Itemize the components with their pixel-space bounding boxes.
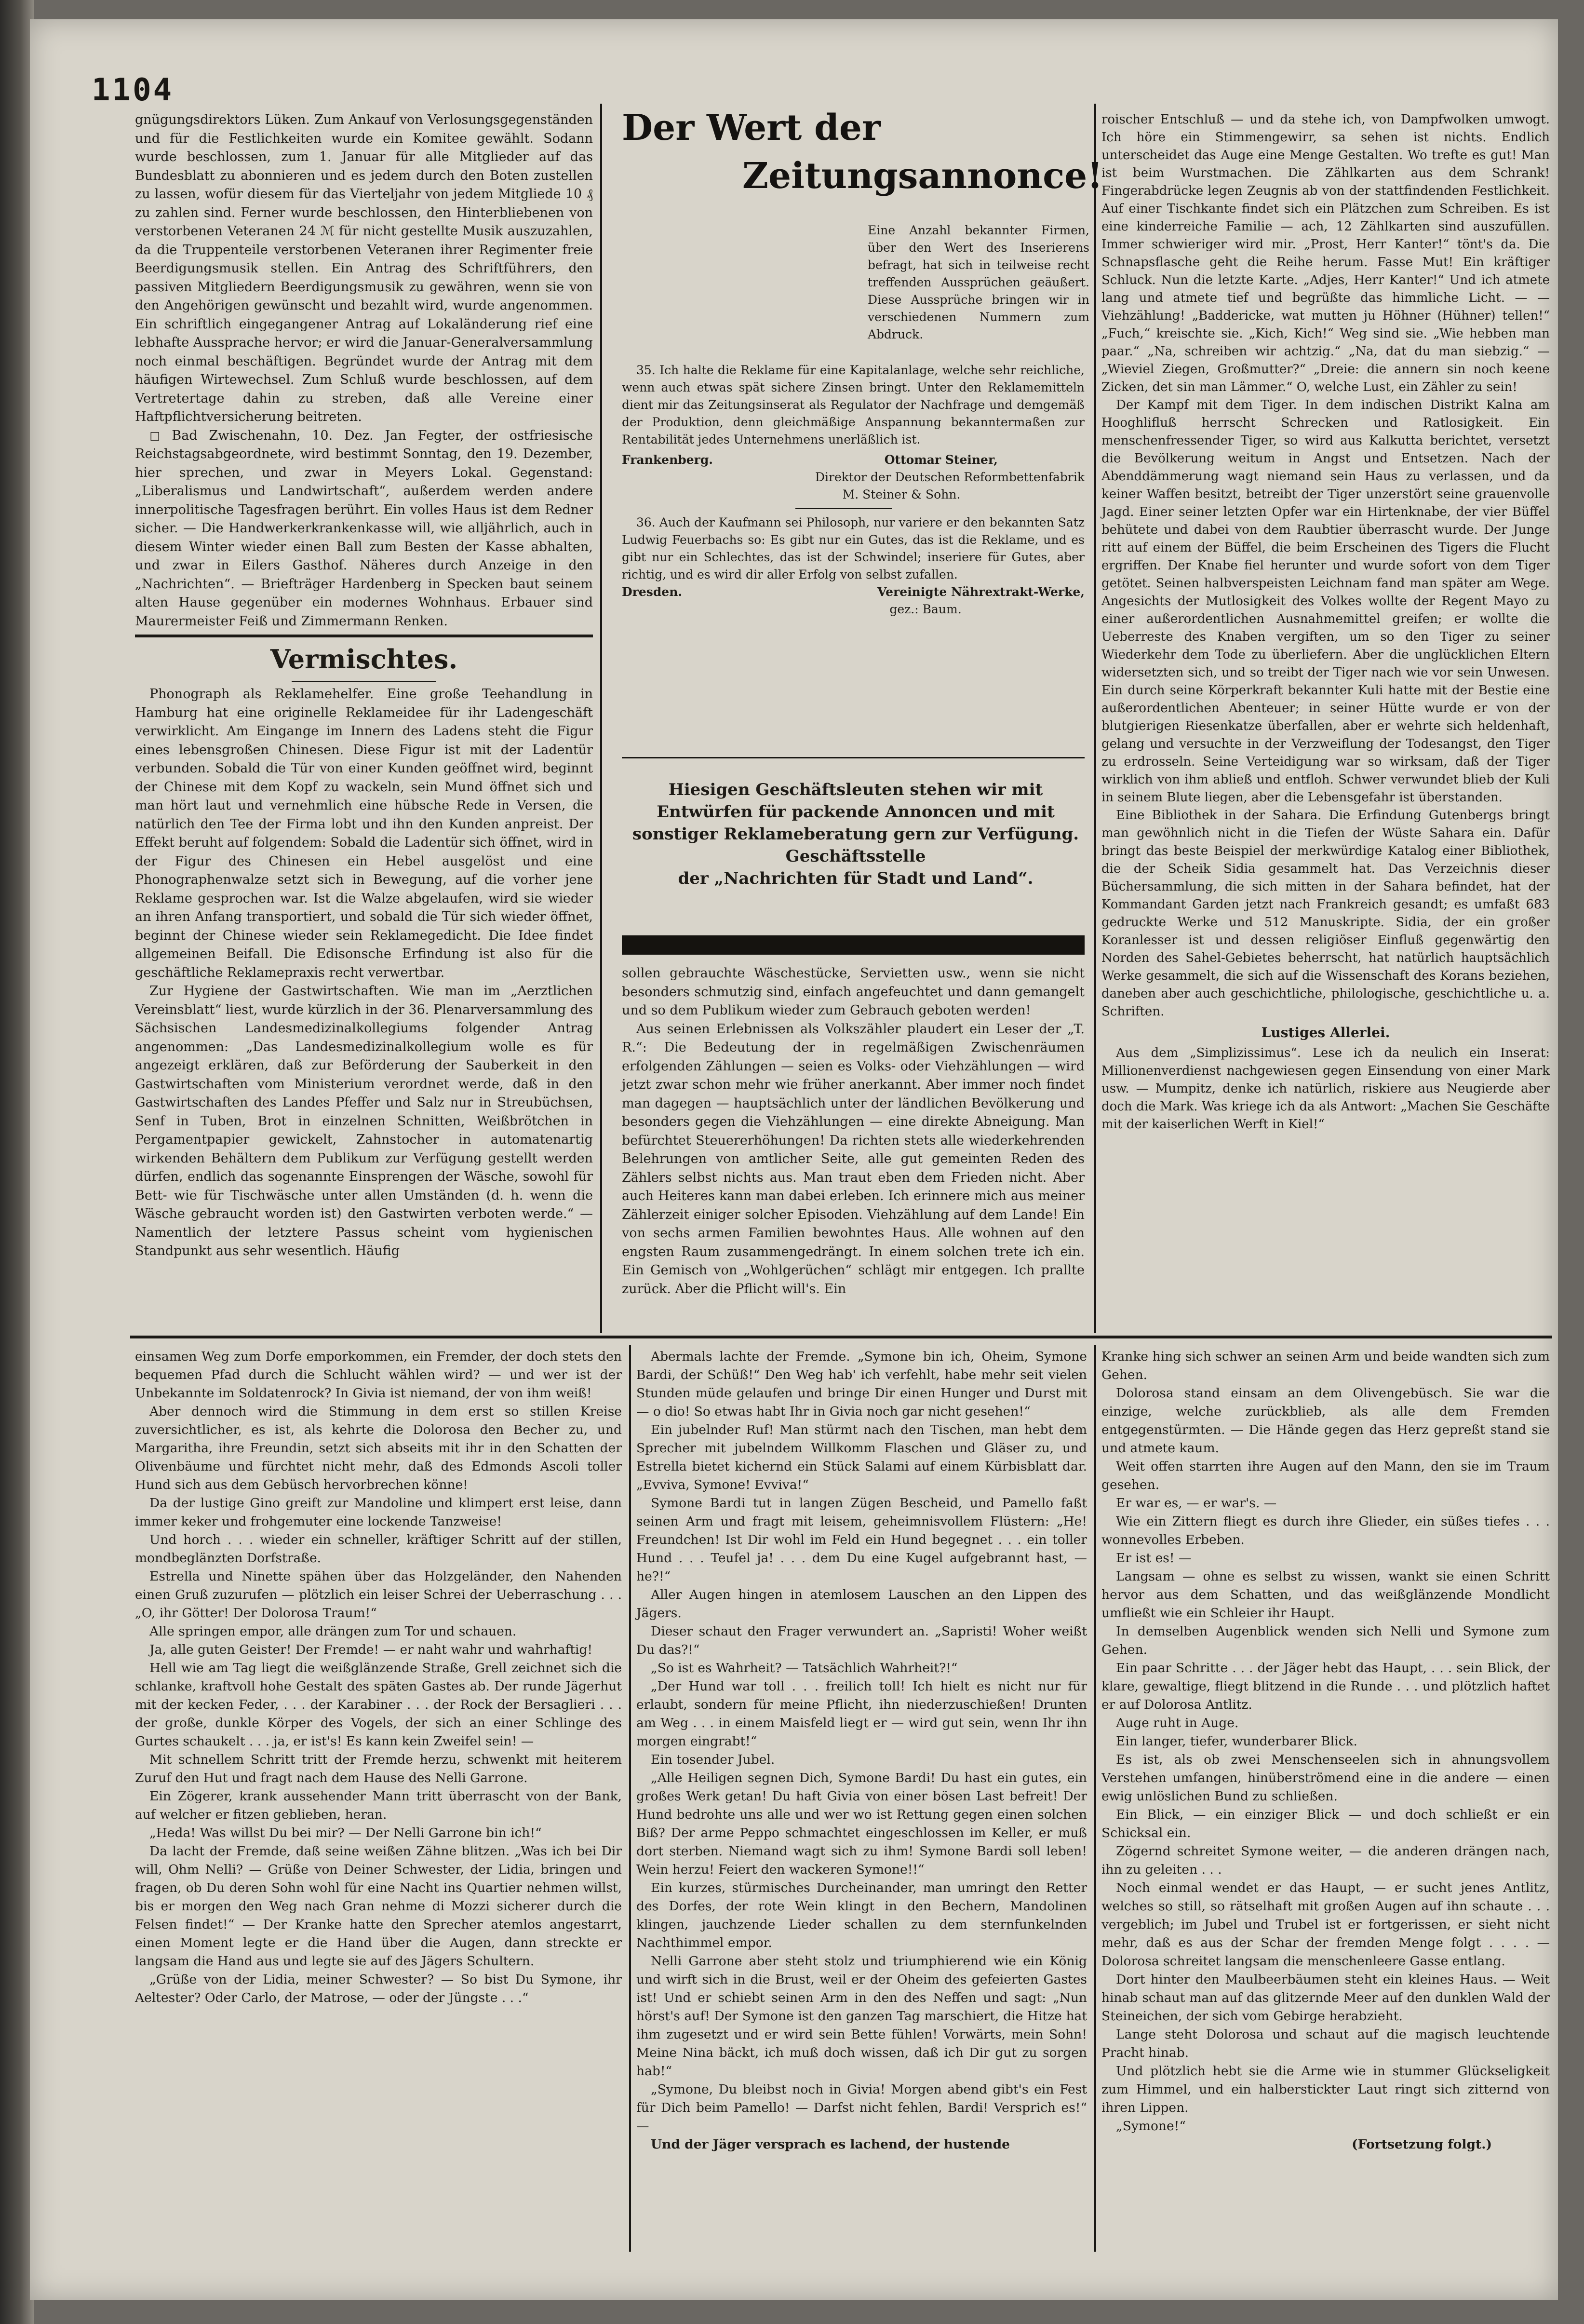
sig-place: Frankenberg. — [622, 453, 713, 467]
ad-offer-sig2: der „Nachrichten für Stadt und Land“. — [678, 869, 1034, 888]
story-paragraph: Ein tosender Jubel. — [651, 1752, 775, 1767]
article-paragraph: Aus seinen Erlebnissen als Volkszähler plaudert ein Leser der „T. R.“: Die Bedeutung der in regelmäßigen Zwischenräumen erfolgenden Zählungen — seien es Volks- oder Viehzählungen — wird jetzt zwar schon mehr wie früher anerkannt. Aber immer noch findet man dagegen — hauptsächlich unter der ländlichen Bevölkerung und besonders gegen die Viehzählungen — eine direkte Abneigung. Man befürchtet Steuererhöhungen! Da richten stets alle wiederkehrenden Belehrungen von amtlicher Seite, alle gut gemeinten Reden des Zählers selbst nichts aus. Man traut eben dem Frieden nicht. Aber auch Heiteres kann man dabei erleben. Ich erinnere mich aus meiner Zählerzeit einiger solcher Episoden. Viehzählung auf dem Lande! Ein von sechs armen Familien bewohntes Haus. Alle wohnen auf den engsten Raum zusammengedrängt. In einem solchen trete ich ein. Ein Gemisch von „Wohlgerüchen“ schlägt mir entgegen. Ich prallte zurück. Aber die Pflicht will's. Ein — [622, 1021, 1085, 1297]
divider — [795, 508, 892, 509]
story-paragraph: Noch einmal wendet er das Haupt, — er sucht jenes Antlitz, welches so still, so rätselhaft mit großen Augen auf ihn schaute . . . vergeblich; im Jubel und Trubel ist er fortgerissen, er sieht nicht mehr, daß es aus der Schar der fremden Menge folgt . . . . — Dolorosa schreitet langsam die menschenleere Gasse entlang. — [1101, 1880, 1550, 1969]
story-paragraph: Ja, alle guten Geister! Der Fremde! — er naht wahr und wahrhaftig! — [149, 1642, 593, 1657]
story-paragraph: Ein langer, tiefer, wunderbarer Blick. — [1116, 1734, 1357, 1749]
column-rule — [1094, 104, 1096, 1333]
book-spine — [0, 0, 34, 2324]
story-paragraph: Und der Jäger versprach es lachend, der hustende — [651, 2137, 1010, 2152]
story-paragraph: „Alle Heiligen segnen Dich, Symone Bardi! Du hast ein gutes, ein großes Werk getan! Du haft Givia von einer bösen Last befreit! Der Hund bedrohte uns alle und wer wo ist Rettung gegen einen solchen Biß? Der arme Peppo schmachtet eingeschlossen im Keller, er muß dort sterben. Niemand wagt sich zu ihm! Symone Bardi soll leben! Wein herzu! Feiert den wackeren Symone!!“ — [636, 1770, 1087, 1877]
story-paragraph: Ein paar Schritte . . . der Jäger hebt das Haupt, . . . sein Blick, der klare, gewaltige, fliegt blitzend in die Runde . . . und plötzlich haftet er auf Dolorosa Antlitz. — [1101, 1661, 1550, 1712]
article-paragraph: Aus dem „Simplizissimus“. Lese ich da neulich ein Inserat: Millionenverdienst nachgewiesen gegen Einsendung von einer Mark usw. — Mumpitz, denke ich natürlich, riskiere aus Neugierde aber doch die Mark. Was kriege ich da als Antwort: „Machen Sie Geschäfte mit der kaiserlichen Werft in Kiel!“ — [1101, 1046, 1550, 1132]
story-paragraph: Alle springen empor, alle drängen zum Tor und schauen. — [149, 1624, 517, 1639]
story-paragraph: Dort hinter den Maulbeerbäumen steht ein kleines Haus. — Weit hinab schaut man auf das glitzernde Meer auf den dunklen Wald der Steineichen, der sich vom Gebirge herabzieht. — [1101, 1972, 1550, 2024]
story-paragraph: Er ist es! — — [1116, 1551, 1192, 1566]
story-paragraph: Da der lustige Gino greift zur Mandoline und klimpert erst leise, dann immer keker und frohgemuter eine lockende Tanzweise! — [135, 1496, 622, 1529]
ad-offer-text: Hiesigen Geschäftsleuten stehen wir mit Entwürfen für packende Annoncen und mit sonstiger Reklameberatung gern zur Verfügung. — [632, 780, 1079, 844]
story-paragraph: „Der Hund war toll . . . freilich toll! Ich hielt es nicht nur für erlaubt, sondern für meine Pflicht, ihn niederzuschießen! Drunten am Weg . . . in einem Maisfeld liegt er — wird gut sein, wenn Ihr ihn morgen eingrabt!“ — [636, 1679, 1087, 1749]
story-paragraph: Da lacht der Fremde, daß seine weißen Zähne blitzen. „Was ich bei Dir will, Ohm Nelli? — Grüße von Deiner Schwester, der Lidia, bringen und fragen, ob Du deren Sohn wohl für eine Nacht ins Quartier nehmen willst, bis er morgen den Weg nach Gran nehme di Mozzi sicherer durch die Felsen findet!“ — Der Kranke hatte den Sprecher atemlos angestarrt, einen Moment legte er die Hand über die Augen, dann streckte er langsam die Hand aus und legte sie auf des Jägers Schultern. — [135, 1844, 622, 1969]
story-paragraph: einsamen Weg zum Dorfe emporkommen, ein Fremder, der doch stets den bequemen Pfad durch die Schlucht wählen wird? — und wer ist der Unbekannte im Soldatenrock? In Givia ist niemand, der von ihm weiß! — [135, 1349, 622, 1401]
story-paragraph: Lange steht Dolorosa und schaut auf die magisch leuchtende Pracht hinab. — [1101, 2027, 1550, 2060]
column-rule — [629, 1345, 631, 2252]
article-paragraph: gnügungsdirektors Lüken. Zum Ankauf von Verlosungsgegenständen und für die Festlichkeiten wurde ein Komitee gewählt. Sodann wurde beschlossen, zum 1. Januar für alle Mitglieder auf das Bundesblatt zu abonnieren und es jedem durch den Boten zustellen zu lassen, wofür diesem für das Vierteljahr von jedem Mitgliede 10 ₰ zu zahlen sind. Ferner wurde beschlossen, den Hinterbliebenen von verstorbenen Veteranen 24 ℳ für nicht gestellte Musik auszuzahlen, da die Truppenteile verstorbenen Veteranen ihrer Regimenter freie Beerdigungsmusik stellen. Ein Antrag des Schriftführers, den passiven Mitgliedern Beerdigungsmusik zu gewähren, wenn sie von den Angehörigen gewünscht und bezahlt wird, wurde angenommen. Ein schriftlich eingegangener Antrag auf Lokaländerung rief eine lebhafte Aussprache hervor; er wird die Januar-Generalversammlung noch einmal beschäftigen. Begründet wurde der Antrag mit dem häufigen Wirtewechsel. Zum Schluß wurde beschlossen, auf dem Vertretertage dahin zu streben, daß alle Vereine einer Haftpflichtversicherung beitreten. — [135, 112, 593, 424]
signature-35 — [622, 451, 1085, 469]
section-heading-vermischtes: Vermischtes. — [270, 644, 458, 675]
story-column-1 — [135, 1348, 622, 2007]
story-paragraph: Es ist, als ob zwei Menschenseelen sich in ahnungsvollem Verstehen umfangen, hinüberströmend eine in die andere — einen ewig unlöslichen Bund zu schließen. — [1101, 1752, 1550, 1804]
article-paragraph: Eine Bibliothek in der Sahara. Die Erfindung Gutenbergs bringt man gewöhnlich nicht in die Tiefen der Wüste Sahara ein. Dafür bringt das beste Beispiel der merkwürdige Katalog einer Bibliothek, die der Scheik Sidia gesammelt hat. Das Verzeichnis dieser Büchersammlung, die sich mitten in der Sahara befindet, hat der Kommandant Garden jetzt nach Frankreich gesandt; es umfaßt 683 gedruckte Werke und 512 Manuskripte. Sidia, der ein großer Koranlesser ist und dessen religiöser Einfluß gegenwärtig den Norden des Sahel-Gebietes beherrscht, hat natürlich hauptsächlich Werke gesammelt, die sich auf die Wissenschaft des Korans beziehen, daneben aber auch geschichtliche, philologische, geschichtliche u. a. Schriften. — [1101, 808, 1550, 1019]
sig-firm: M. Steiner & Sohn. — [842, 487, 961, 501]
middle-continuation — [622, 964, 1085, 1298]
section-heading-lustiges: Lustiges Allerlei. — [1261, 1025, 1390, 1040]
sig-name: gez.: Baum. — [889, 602, 962, 616]
ad-offer-sig1: Geschäftsstelle — [785, 847, 926, 866]
sig-title: Direktor der Deutschen Reformbettenfabrik — [815, 470, 1085, 484]
article-paragraph: Der Kampf mit dem Tiger. In dem indischen Distrikt Kalna am Hooghlifluß herrscht Schrecken und Ratlosigkeit. Ein menschenfressender Tiger, so wird aus Kalkutta berichtet, versetzt die Bevölkerung weitum in Angst und Entsetzen. Nach der Abenddämmerung wagt niemand sein Haus zu verlassen, und da keiner Waffen besitzt, betreibt der Tiger unzerstört seine grauenvolle Jagd. Einer seiner letzten Opfer war ein Hirtenknabe, der vier Büffel behütete und dabei von dem Raubtier überrascht wurde. Der Junge ritt auf einem der Büffel, die beim Erscheinen des Tigers die Flucht ergriffen. Der Knabe fiel herunter und wurde sofort von dem Tiger getötet. Seinen halbverspeisten Leichnam fand man später am Wege. Angesichts der Mutlosigkeit des Volkes wollte der Regent Mayo zu einer außerordentlichen Ausnahmemittel greifen; er wollte die Ueberreste des Knaben vergiften, um so den Tiger zu seiner Wiederkehr dem Tode zu überliefern. Aber die unglücklichen Eltern widersetzten sich, und so treibt der Tiger nach wie vor sein Unwesen. Ein durch seine Körperkraft bekannter Kuli hatte mit der Bestie eine außerordentlichen Abenteuer; in seiner Hütte wurde er von der blutgierigen Riesenkatze überfallen, aber er wehrte sich heldenhaft, gelang und versuchte in der Verzweiflung der Todesangst, den Tiger zu erdrosseln. Seine Verteidigung war so wirksam, daß der Tiger wirklich von ihm abließ und entfloh. Schwer verwundet blieb der Kuli in seinem Blute liegen, aber die Lebensgefahr ist überstanden. — [1101, 398, 1550, 805]
column-rule — [600, 104, 602, 1333]
ad-intro — [868, 222, 1089, 343]
story-paragraph: Weit offen starrten ihre Augen auf den Mann, den sie im Traum gesehen. — [1101, 1459, 1550, 1492]
story-paragraph: Zögernd schreitet Symone weiter, — die anderen drängen nach, ihn zu geleiten . . . — [1101, 1844, 1550, 1877]
story-paragraph: In demselben Augenblick wenden sich Nelli und Symone zum Gehen. — [1101, 1624, 1550, 1657]
story-paragraph: „Grüße von der Lidia, meiner Schwester? — So bist Du Symone, ihr Aeltester? Oder Carlo, der Matrose, — oder der Jüngste . . .“ — [135, 1972, 622, 2005]
article-paragraph: roischer Entschluß — und da stehe ich, von Dampfwolken umwogt. Ich höre ein Stimmengewirr, sa sehen ist nichts. Endlich unterscheidet das Auge eine Menge Gestalten. Wo trefte es gut! Man ist beim Wurstmachen. Die Zählkarten aus dem Schrank! Fingerabdrücke legen Zeugnis ab von der stattfindenden Festlichkeit. Auf einer Tischkante findet sich ein Plätzchen zum Schreiben. Es ist eine kinderreiche Familie — ach, 12 Zählkarten sind auszufüllen. Immer schwieriger wird mir. „Prost, Herr Kanter!“ tönt's da. Die Schnapsflasche geht die Reihe herum. Fasse Mut! Ein kräftiger Schluck. Nun die letzte Karte. „Adjes, Herr Kanter!“ Und ich atmete lang und atmete tief und begrüßte das himmliche Licht. — — Viehzählung! „Baddericke, wat mutten ju Höhner (Hühner) tellen!“ „Fuch,“ kreischte sie. „Kich, Kich!“ Weg sind sie. „Wie hebben man paar.“ „Na, schreiben wir achtzig.“ „Na, dat du man siebzig.“ — „Wieviel Ziegen, Großmutter?“ „Dreie: die annern sin noch keene Zicken, det sin man Lämmer.“ O, welche Lust, ein Zähler zu sein! — [1101, 112, 1550, 394]
divider — [622, 757, 1085, 758]
story-paragraph: „Symone!“ — [1116, 2119, 1186, 2134]
story-paragraph: Auge ruht in Auge. — [1116, 1716, 1239, 1730]
right-column — [1101, 111, 1550, 1134]
story-paragraph: Abermals lachte der Fremde. „Symone bin ich, Oheim, Symone Bardi, der Schüß!“ Den Weg hab' ich verfehlt, habe mehr seit vielen Stunden müde gelaufen und bringe Dir einen Hunger und Durst mit — o dio! So etwas habt Ihr in Givia noch gar nicht gesehen!“ — [636, 1349, 1087, 1419]
black-bar — [622, 935, 1085, 955]
story-paragraph: Estrella und Ninette spähen über das Holzgeländer, den Nahenden einen Gruß zuzurufen — plötzlich ein leiser Schrei der Ueberraschung . . . „O, ihr Götter! Der Dolorosa Traum!“ — [135, 1569, 622, 1621]
story-paragraph: Dolorosa stand einsam an dem Olivengebüsch. Sie war die einzige, welche zurückblieb, als alle dem Fremden entgegenstürmten. — Die Hände gegen das Herz gepreßt stand sie und atmete kaum. — [1101, 1386, 1550, 1456]
sig-name: Ottomar Steiner, — [884, 453, 998, 467]
ad-offer-box — [627, 779, 1085, 890]
section-rule — [130, 1336, 1552, 1338]
article-paragraph: sollen gebrauchte Wäschestücke, Servietten usw., wenn sie nicht besonders schmutzig sind, einfach angefeuchtet und dann gemangelt und so dem Publikum wieder zum Gebrauch geboten werden! — [622, 966, 1085, 1018]
story-paragraph: „So ist es Wahrheit? — Tatsächlich Wahrheit?!“ — [651, 1661, 958, 1675]
story-paragraph: Ein Zögerer, krank aussehender Mann tritt überrascht von der Bank, auf welcher er fitzen geblieben, heran. — [135, 1789, 622, 1822]
top-left-column — [135, 111, 593, 1261]
story-paragraph: Ein kurzes, stürmisches Durcheinander, man umringt den Retter des Dorfes, der rote Wein klingt in den Bechern, Mandolinen klingen, jauchzende Lieder schallen zu dem sternfunkelnden Nachthimmel empor. — [636, 1880, 1087, 1950]
story-paragraph: Wie ein Zittern fliegt es durch ihre Glieder, ein süßes tiefes . . . wonnevolles Erbeben. — [1101, 1514, 1550, 1547]
signature-36 — [622, 583, 1085, 601]
story-paragraph: Aber dennoch wird die Stimmung in dem erst so stillen Kreise zuversichtlicher, es ist, als kehrte die Dolorosa den Becher zu, und Margaritha, ihre Freundin, setzt sich abseits mit ihr in den Schatten der Olivenbäume und fürchtet nicht mehr, daß des Edmonds Ascoli toller Hund sich aus dem Gebüsch hervorbrechen könne! — [135, 1404, 622, 1492]
story-paragraph: Kranke hing sich schwer an seinen Arm und beide wandten sich zum Gehen. — [1101, 1349, 1550, 1382]
story-paragraph: Hell wie am Tag liegt die weißglänzende Straße, Grell zeichnet sich die schlanke, kraftvoll hohe Gestalt des späten Gastes ab. Der runde Jägerhut mit der kecken Feder, . . . der Karabiner . . . der Rock der Bersaglieri . . . der große, dunkle Körper des Vogels, der sich an einer Schlinge des Gurtes schaukelt . . . ja, er ist's! Es kann kein Zweifel sein! — — [135, 1661, 622, 1749]
story-paragraph: Langsam — ohne es selbst zu wissen, wankt sie einen Schritt hervor aus dem Schatten, und das weißglänzende Mondlicht umfließt wie ein Schleier ihr Haupt. — [1101, 1569, 1550, 1621]
quote-36: 36. Auch der Kaufmann sei Philosoph, nur variere er den bekannten Satz Ludwig Feuerbachs so: Es gibt nur ein Gutes, das ist die Reklame, und es gibt nur ein Schlechtes, das ist der Schwindel; inseriere für Gutes, aber richtig, und es wird dir aller Erfolg von selbst zufallen. — [622, 515, 1085, 581]
story-paragraph: Dieser schaut den Frager verwundert an. „Sapristi! Woher weißt Du das?!“ — [636, 1624, 1087, 1657]
sig-place: Dresden. — [622, 585, 683, 599]
column-rule — [1094, 1345, 1096, 2252]
story-paragraph: Und horch . . . wieder ein schneller, kräftiger Schritt auf der stillen, mondbeglänzten Dorfstraße. — [135, 1532, 622, 1566]
page-number: 1104 — [92, 72, 174, 108]
story-paragraph: Er war es, — er war's. — — [1116, 1496, 1277, 1511]
ad-intro-text: Eine Anzahl bekannter Firmen, über den Wert des Inserierens befragt, hat sich in teilweise recht treffenden Aussprüchen geäußert. Diese Aussprüche bringen wir in verschiedenen Nummern zum Abdruck. — [868, 223, 1089, 341]
article-paragraph: Phonograph als Reklamehelfer. Eine große Teehandlung in Hamburg hat eine originelle Reklameidee für ihr Ladengeschäft verwirklicht. Am Eingange im Innern des Ladens steht die Figur eines lebensgroßen Chinesen. Diese Figur ist mit der Ladentür verbunden. Sobald die Tür von einer Kunden geöffnet wird, beginnt der Chinese mit dem Kopf zu wackeln, sein Mund öffnet sich und man hört laut und vernehmlich eine hübsche Rede in Versen, die natürlich den Tee der Firma lobt und ihn den Kunden anpreist. Der Effekt beruht auf folgendem: Sobald die Ladentür sich öffnet, wird in der Figur des Chinesen ein Hebel ausgelöst und eine Phonographenwalze setzt sich in Bewegung, auf die vorher jene Reklame gesprochen war. Ist die Walze abgelaufen, wird sie wieder an ihren Anfang transportiert, und sobald die Tür sich wieder öffnet, beginnt der Chinese wieder sein Reklamegedicht. Die Idee findet allgemeinen Beifall. Die Edisonsche Erfindung ist also für die geschäftliche Reklamepraxis recht verwertbar. — [135, 687, 593, 980]
story-paragraph: Aller Augen hingen in atemlosem Lauschen an den Lippen des Jägers. — [636, 1587, 1087, 1621]
story-paragraph: Und plötzlich hebt sie die Arme wie in stummer Glückseligkeit zum Himmel, und ein halberstickter Laut ringt sich zitternd von ihren Lippen. — [1101, 2064, 1550, 2115]
story-column-3 — [1101, 1348, 1550, 2154]
divider — [292, 681, 436, 682]
story-paragraph: „Heda! Was willst Du bei mir? — Der Nelli Garrone bin ich!“ — [149, 1825, 542, 1840]
story-paragraph: Ein Blick, — ein einziger Blick — und doch schließt er ein Schicksal ein. — [1101, 1807, 1550, 1840]
story-paragraph: Nelli Garrone aber steht stolz und triumphierend wie ein König und wirft sich in die Brust, weil er der Oheim des gefeierten Gastes ist! Und er schiebt seinen Arm in den des Neffen und sagt: „Nun hörst's auf! Der Symone ist den ganzen Tag marschiert, die Hitze hat ihm zugesetzt und er wird sein Bette fühlen! Vorwärts, mein Sohn! Meine Nina bäckt, ich muß doch wissen, daß ich Dir gut zu sorgen hab!“ — [636, 1954, 1087, 2079]
divider — [135, 635, 593, 637]
article-paragraph: Zur Hygiene der Gastwirtschaften. Wie man im „Aerztlichen Vereinsblatt“ liest, wurde kürzlich in der 36. Plenarversammlung des Sächsischen Landesmedizinalkollegiums folgender Antrag angenommen: „Das Landesmedizinalkollegium wolle es für angezeigt erklären, daß zur Beförderung der Sauberkeit in den Gastwirtschaften vom Ministerium verordnet werde, daß in den Gastwirtschaften des Landes Pfeffer und Salz nur in Streubüchsen, Senf in Tuben, Brot in einzelnen Schnitten, Weißbrötchen in Pergamentpapier gewickelt, Zahnstocher in automatenartig wirkenden Behältern dem Publikum zur Verfügung gestellt werden dürfen, endlich das sogenannte Einsprengen der Wäsche, sowohl für Bett- wie für Tischwäsche unter allen Umständen (d. h. wenn die Wäsche gebraucht worden ist) den Gastwirten verboten werde.“ — Namentlich der letztere Passus scheint vom hygienischen Standpunkt aus sehr wesentlich. Häufig — [135, 984, 593, 1258]
to-be-continued: (Fortsetzung folgt.) — [1352, 2137, 1492, 2152]
ad-title-line1: Der Wert der — [622, 107, 881, 149]
sig-firm: Vereinigte Nährextrakt-Werke, — [877, 585, 1085, 599]
ad-title-line2: Zeitungsannonce! — [742, 155, 1103, 197]
story-column-2 — [636, 1348, 1087, 2154]
story-paragraph: Ein jubelnder Ruf! Man stürmt nach den Tischen, man hebt dem Sprecher mit jubelndem Willkomm Flaschen und Gläser zu, und Estrella bietet kichernd ein Stück Salami auf einem Kürbisblatt dar. „Evviva, Symone! Evviva!“ — [636, 1422, 1087, 1492]
story-paragraph: „Symone, Du bleibst noch in Givia! Morgen abend gibt's ein Fest für Dich beim Pamello! — Darfst nicht fehlen, Bardi! Versprich es!“ — — [636, 2082, 1087, 2134]
article-paragraph: ◻ Bad Zwischenahn, 10. Dez. Jan Fegter, der ostfriesische Reichstagsabgeordnete, wird bestimmt Sonntag, den 19. Dezember, hier sprechen, und zwar in Meyers Lokal. Gegenstand: „Liberalismus und Landwirtschaft“, außerdem werden andere innerpolitische Tagesfragen berührt. Ein volles Haus ist dem Redner sicher. — Die Handwerkerkrankenkasse will, wie alljährlich, auch in diesem Winter wieder einen Ball zum Besten der Kasse abhalten, und zwar in Eilers Gasthof. Näheres durch Anzeige in den „Nachrichten“. — Briefträger Hardenberg in Specken baut seinem alten Hause gegenüber ein modernes Wohnhaus. Erbauer sind Maurermeister Feiß und Zimmermann Renken. — [135, 428, 593, 629]
story-paragraph: Symone Bardi tut in langen Zügen Bescheid, und Pamello faßt seinen Arm und fragt mit leisem, geheimnisvollem Flüstern: „He! Freundchen! Ist Dir wohl im Feld ein Hund begegnet . . . ein toller Hund . . . Teufel ja! . . . dem Du eine Kugel aufgebrannt hast, — he?!“ — [636, 1496, 1087, 1584]
quote-35: 35. Ich halte die Reklame für eine Kapitalanlage, welche sehr reichliche, wenn auch etwas spät sichere Zinsen bringt. Unter den Reklamemitteln dient mir das Zeitungsinserat als Regulator der Nachfrage und demgemäß der Produktion, denn gleichmäßige Anspannung bekanntermaßen zur Rentabilität jedes Unternehmens unerläßlich ist. — [622, 363, 1085, 446]
story-paragraph: Mit schnellem Schritt tritt der Fremde herzu, schwenkt mit heiterem Zuruf den Hut und fragt nach dem Hause des Nelli Garrone. — [135, 1752, 622, 1785]
ad-quotes — [622, 362, 1085, 618]
